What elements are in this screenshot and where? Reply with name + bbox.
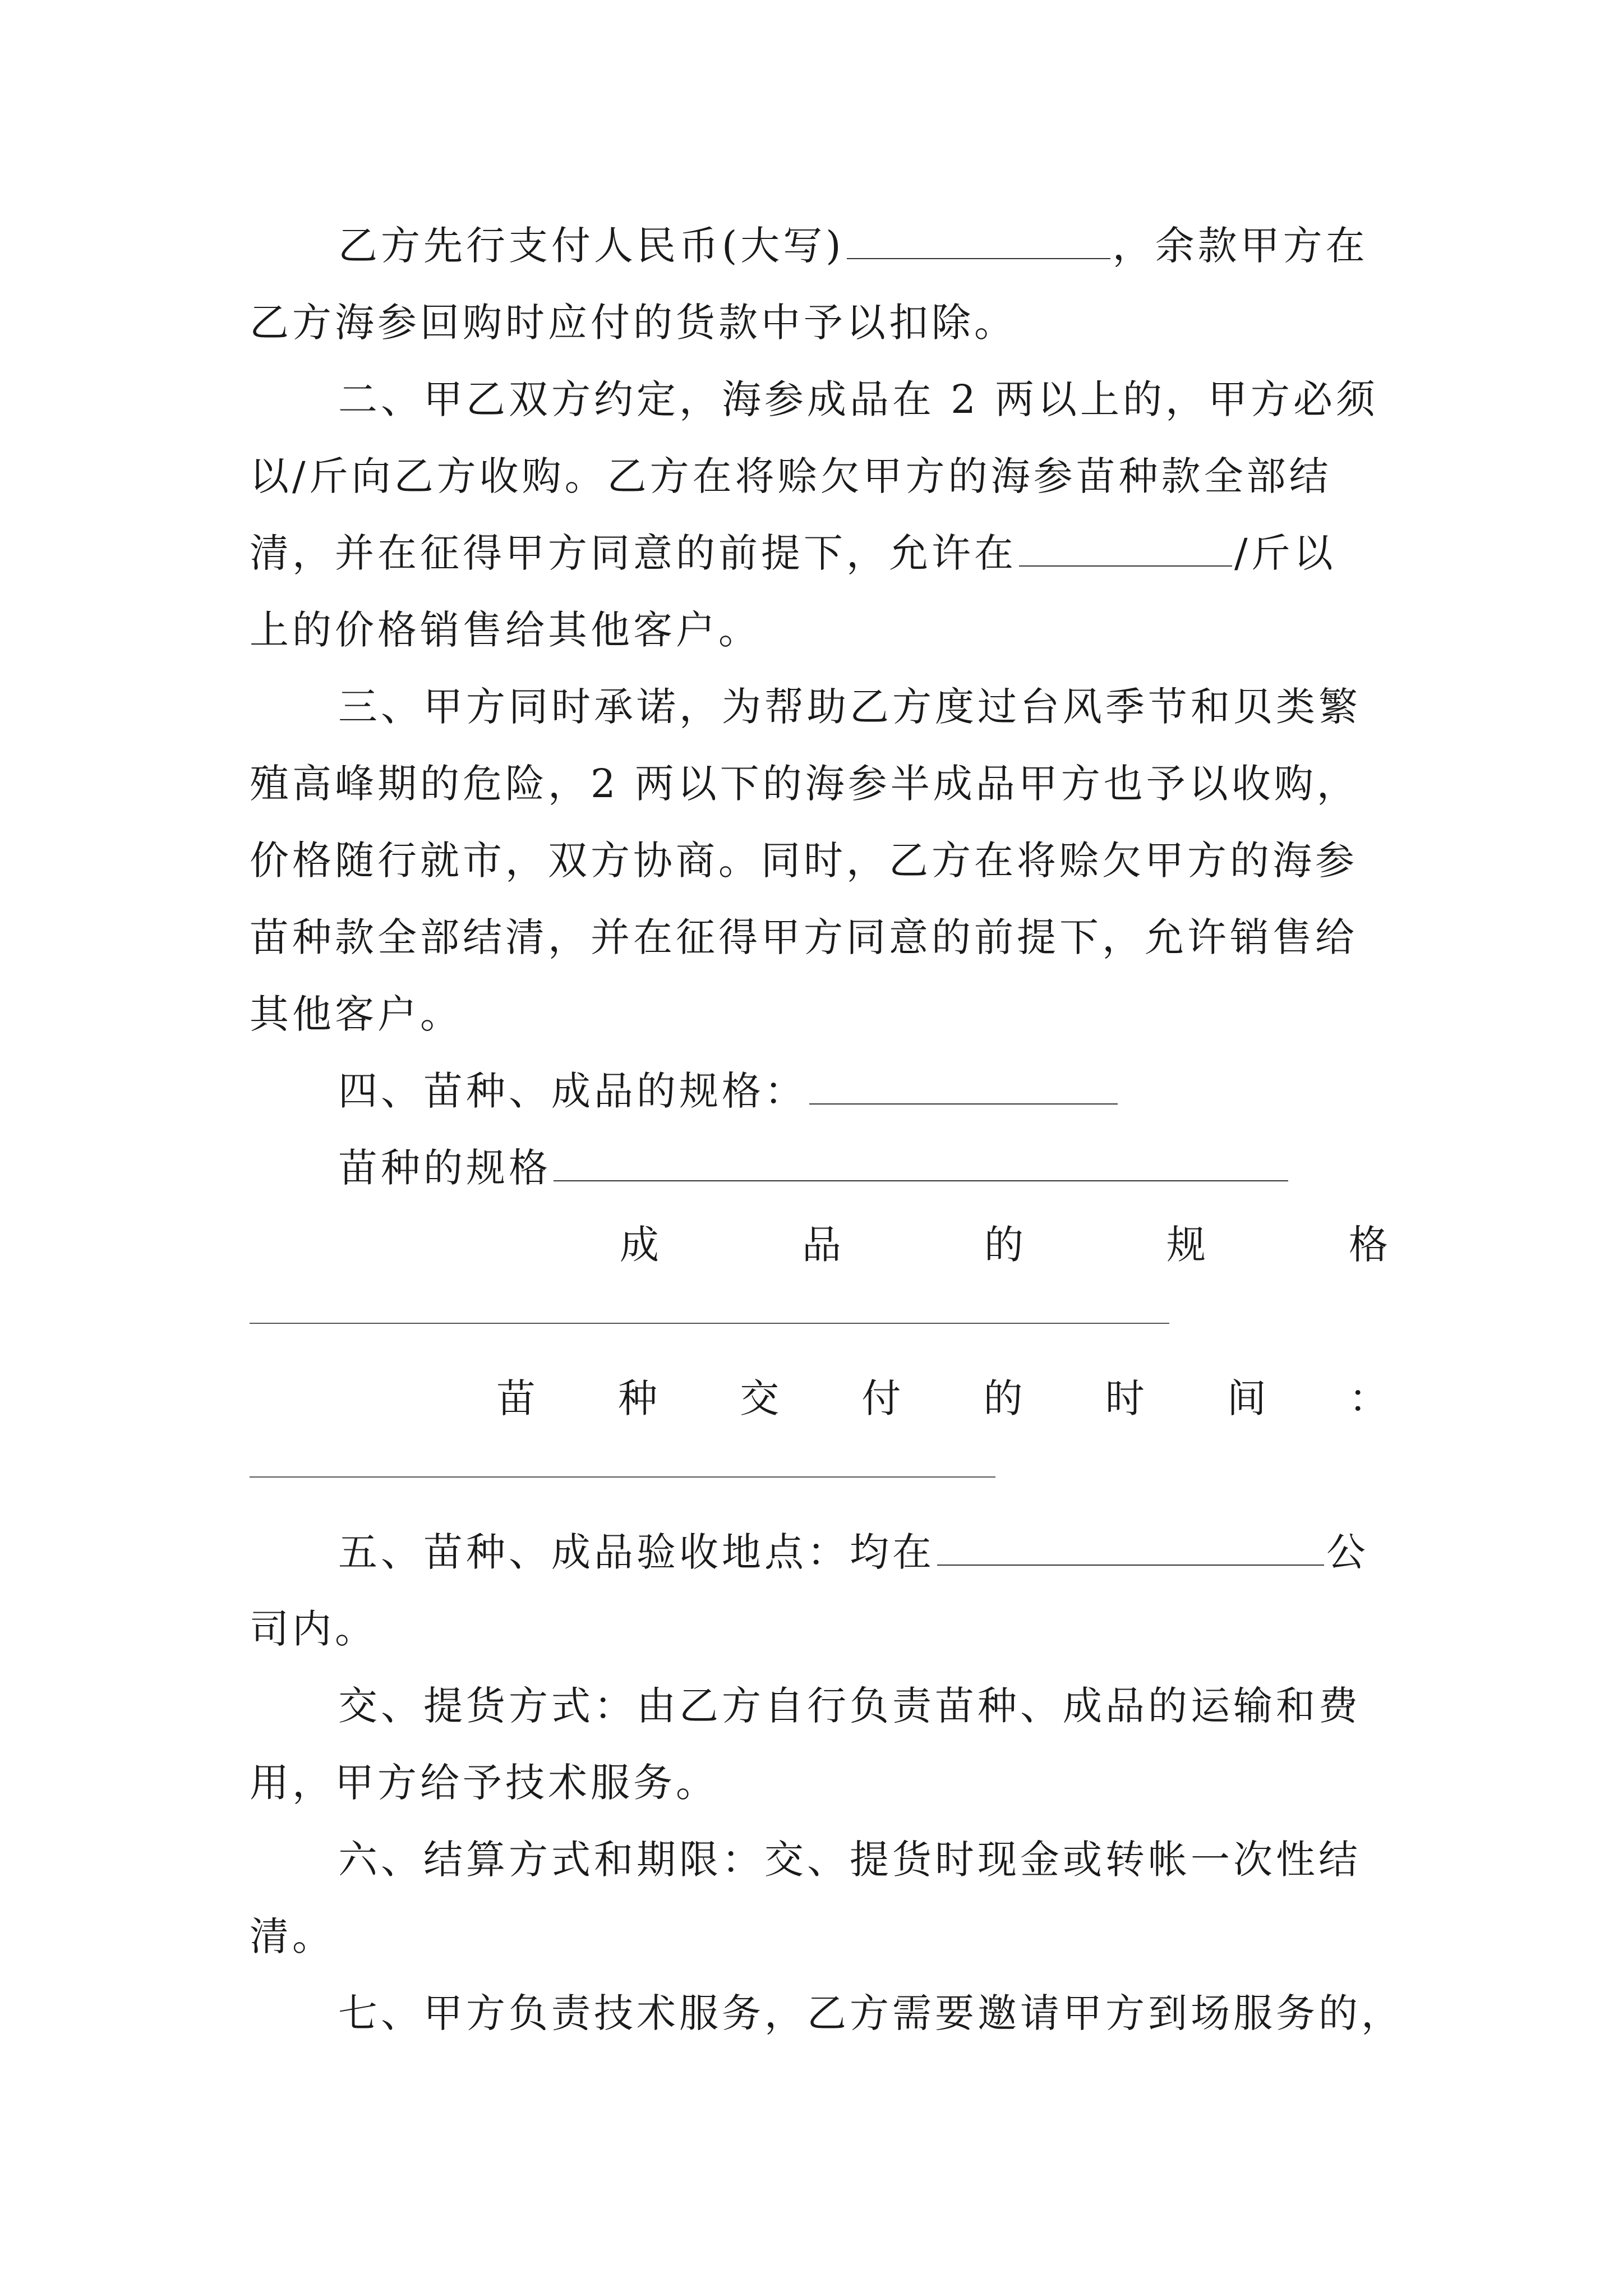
spread-char: 品	[802, 1222, 841, 1268]
fill-in-blank[interactable]	[847, 214, 1110, 259]
spread-char: 格	[1349, 1222, 1388, 1268]
spread-text-line	[250, 1207, 1388, 1283]
text-line: 殖高峰期的危险，2 两以下的海参半成品甲方也予以收购，	[250, 761, 1359, 807]
text-line: 二、甲乙双方约定，海参成品在 2 两以上的，甲方必须	[338, 376, 1379, 422]
document-page	[250, 208, 1404, 2052]
text-fragment: 四、苗种、成品的规格：	[338, 1068, 807, 1114]
spread-char: 交	[740, 1375, 780, 1421]
spread-char: 成	[620, 1222, 659, 1268]
text-fragment: ，余款甲方在	[1112, 223, 1368, 269]
text-line: 上的价格销售给其他客户。	[250, 607, 761, 653]
spread-char: 间	[1227, 1375, 1266, 1421]
text-line: 司内。	[250, 1606, 377, 1652]
spread-char: 规	[1166, 1222, 1206, 1268]
fill-in-blank[interactable]	[809, 1060, 1118, 1105]
text-fragment: 苗种的规格	[338, 1145, 551, 1191]
text-line: 乙方海参回购时应付的货款中予以扣除。	[250, 300, 1017, 346]
text-line: 三、甲方同时承诺，为帮助乙方度过台风季节和贝类繁	[338, 684, 1361, 730]
blank-line-row	[250, 1437, 1388, 1514]
text-line	[250, 1130, 1388, 1207]
text-line: 苗种款全部结清，并在征得甲方同意的前提下，允许销售给	[250, 914, 1358, 960]
fill-in-blank[interactable]	[554, 1137, 1288, 1181]
spread-char: ：	[1348, 1375, 1388, 1421]
text-line: 用，甲方给予技术服务。	[250, 1760, 718, 1806]
text-line: 交、提货方式：由乙方自行负责苗种、成品的运输和费	[338, 1683, 1361, 1729]
fill-in-blank[interactable]	[1019, 522, 1232, 567]
text-fragment: 公	[1326, 1529, 1369, 1575]
spread-char: 的	[983, 1375, 1023, 1421]
spread-text-line	[250, 1360, 1388, 1437]
spread-char: 付	[861, 1375, 901, 1421]
spread-char: 苗	[496, 1375, 536, 1421]
text-line	[250, 515, 1388, 592]
text-line: 六、结算方式和期限：交、提货时现金或转帐一次性结	[338, 1837, 1361, 1883]
blank-line-row	[250, 1283, 1388, 1360]
spread-char: 时	[1105, 1375, 1145, 1421]
fill-in-blank[interactable]	[250, 1476, 995, 1478]
text-line: 价格随行就市，双方协商。同时，乙方在将赊欠甲方的海参	[250, 838, 1358, 884]
text-fragment: 清，并在征得甲方同意的前提下，允许在	[250, 530, 1017, 576]
fill-in-blank[interactable]	[250, 1323, 1169, 1324]
fill-in-blank[interactable]	[937, 1521, 1324, 1566]
text-line: 以/斤向乙方收购。乙方在将赊欠甲方的海参苗种款全部结	[250, 453, 1332, 499]
text-fragment: 乙方先行支付人民币(大写)	[338, 223, 845, 269]
spread-char: 种	[618, 1375, 658, 1421]
text-line	[250, 208, 1388, 284]
text-line	[250, 1053, 1388, 1130]
text-fragment: /斤以	[1234, 530, 1336, 576]
text-line: 清。	[250, 1913, 335, 1959]
text-line: 其他客户。	[250, 991, 463, 1037]
text-line: 七、甲方负责技术服务，乙方需要邀请甲方到场服务的，	[338, 1990, 1404, 2036]
spread-char: 的	[984, 1222, 1023, 1268]
text-line	[250, 1514, 1388, 1591]
text-fragment: 五、苗种、成品验收地点：均在	[338, 1529, 935, 1575]
